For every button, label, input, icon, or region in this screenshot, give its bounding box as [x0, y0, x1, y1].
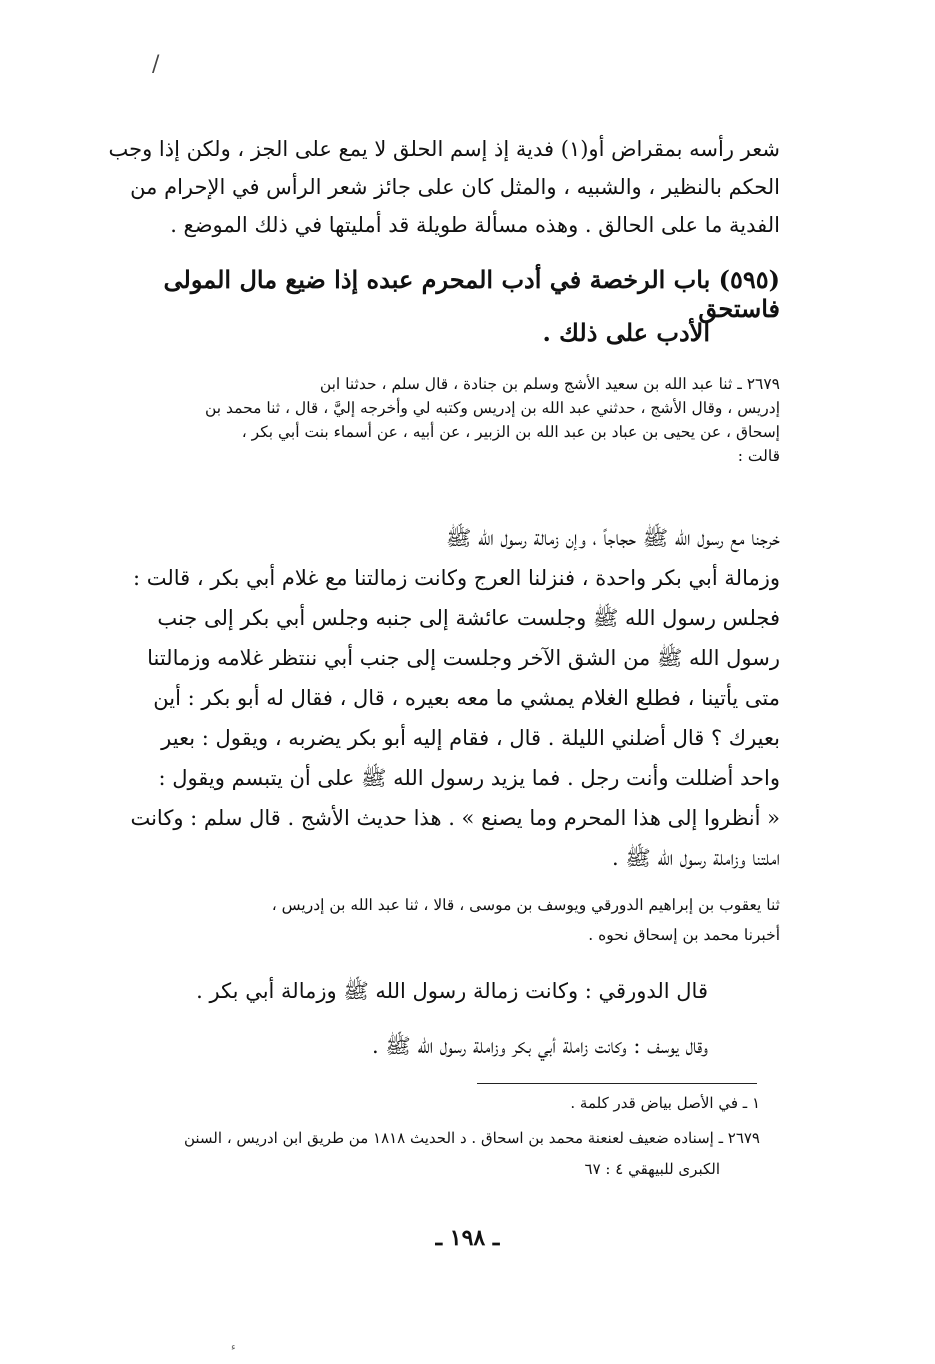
text-line: قالت :: [737, 447, 780, 465]
second-isnad: [100, 890, 780, 950]
footnote-3: الكبرى للبيهقي ٤ : ٦٧: [584, 1160, 720, 1178]
margin-mark: /: [152, 52, 160, 77]
variant-yusuf: وقال يوسف : وكانت زاملة أبي بكر وزاملة رسول الله ﷺ .: [372, 1034, 708, 1058]
footnote-2: ٢٦٧٩ ـ إسناده ضعيف لعنعنة محمد بن اسحاق . د الحديث ١٨١٨ من طريق ابن ادريس ، السنن: [183, 1129, 760, 1147]
variant-dawraqi: قال الدورقي : وكانت زمالة رسول الله ﷺ وزمالة أبي بكر .: [196, 979, 708, 1003]
text-line: إدريس ، وقال الأشج ، حدثني عبد الله بن إدريس وكتبه لي وأخرجه إليَّ ، قال ، ثنا محمد بن: [204, 399, 780, 417]
intro-paragraph: [100, 130, 780, 244]
text-line: الفدية ما على الحالق . وهذه مسألة طويلة قد أمليتها في ذلك الموضع .: [170, 213, 780, 237]
text-line: ٢٦٧٩ ـ ثنا عبد الله بن سعيد الأشج وسلم بن جنادة ، قال سلم ، حدثنا ابن: [319, 375, 780, 393]
chapter-heading-line2: الأدب على ذلك .: [542, 318, 710, 347]
text-line: وزمالة أبي بكر واحدة ، فنزلنا العرج وكانت زمالتنا مع غلام أبي بكر ، قالت :: [132, 566, 780, 590]
text-line: شعر رأسه بمقراض أو(١) فدية إذ إسم الحلق لا يمع على الجز ، ولكن إذا وجب: [108, 137, 780, 161]
footnote-divider: [477, 1083, 757, 1084]
text-line: إسحاق ، عن يحيى بن عباد بن عبد الله بن الزبير ، عن أبيه ، عن أسماء بنت أبي بكر ،: [241, 423, 780, 441]
text-line: ثنا يعقوب بن إبراهيم الدورقي ويوسف بن موسى ، قالا ، ثنا عبد الله بن إدريس ،: [271, 896, 780, 914]
footnote-1: ١ ـ في الأصل بياض قدر كلمة .: [570, 1094, 760, 1112]
bottom-mark: ء: [231, 1342, 236, 1353]
text-line: متى يأتينا ، فطلع الغلام يمشي ما معه بعيره ، قال ، فقال له أبو بكر : أين: [153, 686, 780, 710]
chapter-heading-line1: (٥٩٥) باب الرخصة في أدب المحرم عبده إذا ضيع مال المولى فاستحق: [163, 265, 780, 323]
text-line: واحد أضللت وأنت رجل . فما يزيد رسول الله ﷺ على أن يتبسم ويقول :: [158, 766, 780, 790]
text-line: الحكم بالنظير ، والشبيه ، والمثل كان على جائز شعر الرأس في الإحرام من: [130, 175, 780, 199]
text-line: رسول الله ﷺ من الشق الآخر وجلست إلى جنب أبي ننتظر غلامه وزمالتنا: [147, 646, 780, 670]
hadith-text: [100, 518, 780, 878]
text-line: « أنظروا إلى هذا المحرم وما يصنع » . هذا حديث الأشج . قال سلم : وكانت: [130, 806, 780, 830]
page-number: ـ ١٩٨ ـ: [435, 1225, 500, 1251]
isnad-paragraph: [100, 372, 780, 468]
text-line: فجلس رسول الله ﷺ وجلست عائشة إلى جنبه وجلس أبي بكر إلى جنب: [157, 606, 780, 630]
text-line: املتنا وزاملة رسول الله ﷺ .: [612, 846, 780, 870]
text-line: خرجنا مع رسول الله ﷺ حجاجاً ، وإن زمالة رسول الله ﷺ: [445, 526, 780, 550]
text-line: بعيرك ؟ قال أضلني الليلة . قال ، فقام إليه أبو بكر يضربه ، ويقول : بعير: [161, 726, 780, 750]
text-line: أخبرنا محمد بن إسحاق نحوه .: [588, 926, 780, 944]
